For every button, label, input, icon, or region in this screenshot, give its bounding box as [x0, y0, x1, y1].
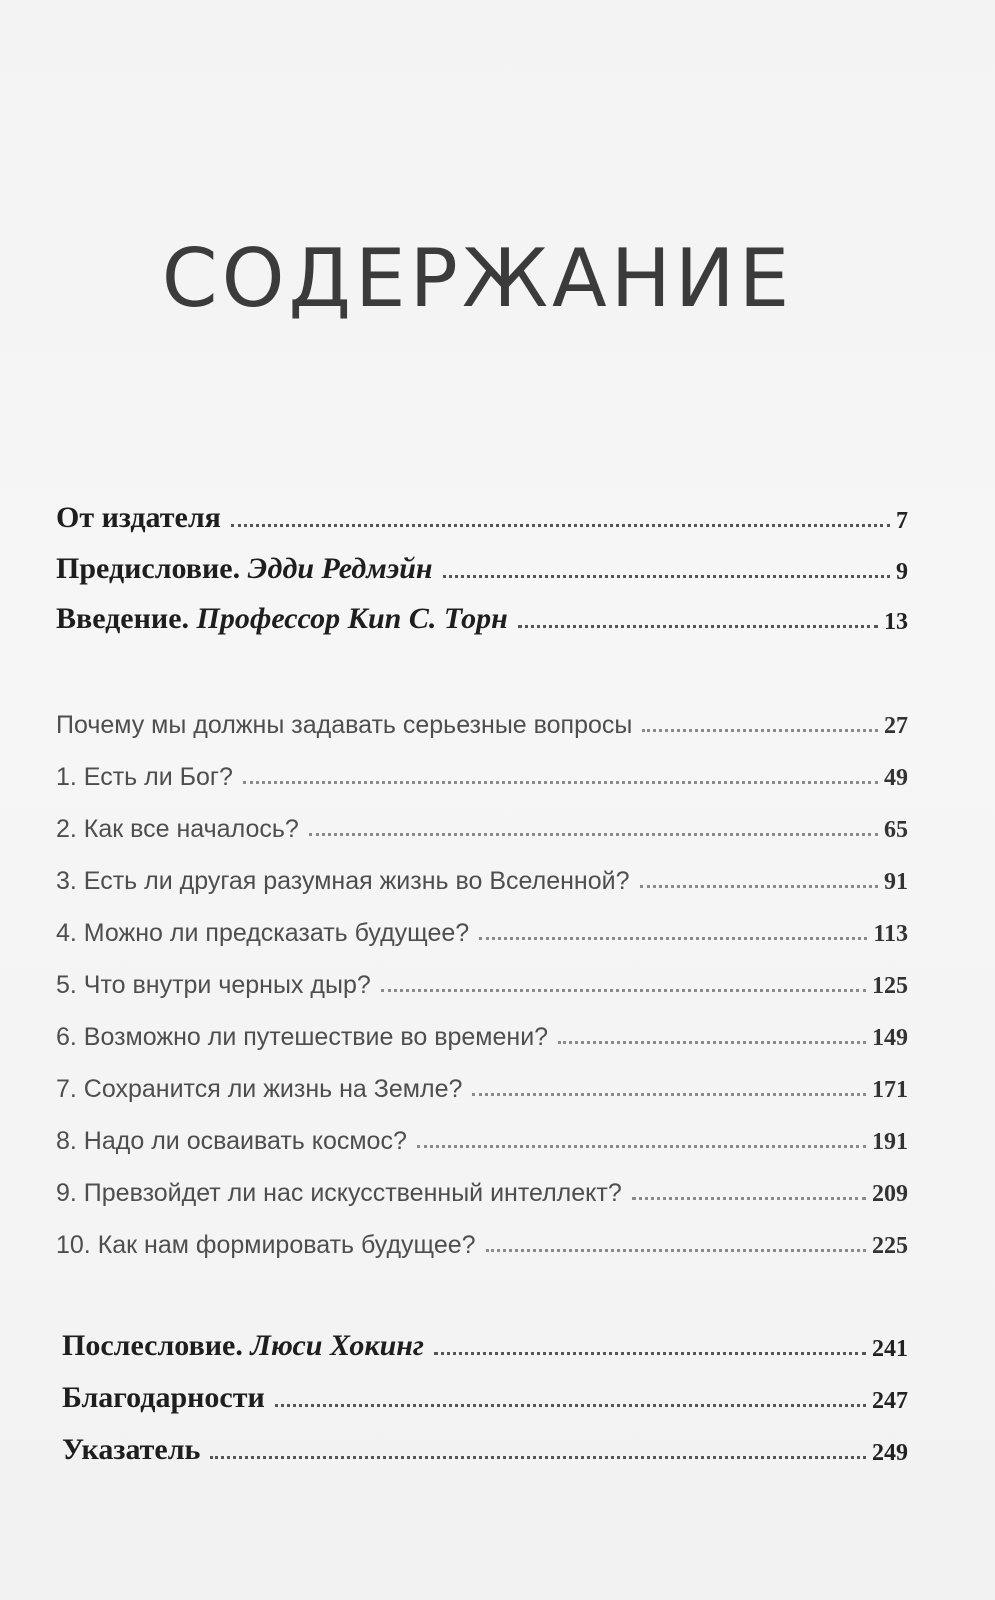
toc-entry-label: 7. Сохранится ли жизнь на Земле? [56, 1075, 463, 1103]
toc-page-number: 191 [872, 1129, 908, 1155]
toc-entry-label: 3. Есть ли другая разумная жизнь во Вселенной? [56, 867, 630, 895]
toc-entry-label: Благодарности [62, 1381, 265, 1414]
toc-page-number: 241 [872, 1336, 908, 1362]
toc-entry-title: Введение. [56, 602, 190, 635]
toc-entry-label [56, 602, 508, 636]
toc-chapter-row [56, 804, 908, 844]
toc-entry-label [62, 1329, 424, 1363]
dot-leader [642, 729, 878, 732]
toc-entry-label: 9. Превзойдет ли нас искусственный интеллект? [56, 1179, 622, 1207]
toc-entry-label: 5. Что внутри черных дыр? [56, 971, 371, 999]
page-title: СОДЕРЖАНИЕ [161, 232, 794, 325]
toc-chapter-row [56, 908, 908, 948]
toc-entry-label: От издателя [56, 501, 221, 534]
dot-leader [640, 885, 879, 888]
toc-entry-foreword [56, 546, 908, 586]
toc-entry-author: Люси Хокинг [250, 1329, 424, 1362]
dot-leader [381, 989, 866, 992]
toc-chapter-row [56, 1168, 908, 1208]
toc-chapter-row [56, 1012, 908, 1052]
toc-entry-author: Эдди Редмэйн [247, 552, 433, 585]
toc-entry-title: Послесловие. [62, 1329, 243, 1362]
toc-entry-author: Профессор Кип С. Торн [196, 602, 508, 635]
toc-entry-label: 1. Есть ли Бог? [56, 763, 233, 791]
toc-page-number: 7 [896, 508, 908, 534]
dot-leader [443, 575, 890, 578]
toc-entry-label: 4. Можно ли предсказать будущее? [56, 919, 470, 947]
toc-entry-label: 8. Надо ли осваивать космос? [56, 1127, 407, 1155]
toc-entry-acknowledgements [62, 1375, 908, 1415]
toc-entry-label: 6. Возможно ли путешествие во времени? [56, 1023, 549, 1051]
dot-leader [486, 1249, 866, 1252]
dot-leader [434, 1352, 866, 1355]
dot-leader [518, 625, 878, 628]
toc-page-number: 209 [872, 1181, 908, 1207]
toc-page-number: 9 [896, 559, 908, 585]
toc-entry-introduction [56, 596, 908, 636]
toc-chapter-row [56, 752, 908, 792]
toc-chapter-row [56, 700, 908, 740]
toc-entry-afterword [62, 1323, 908, 1363]
toc-entry-label: Почему мы должны задавать серьезные вопросы [56, 711, 633, 739]
toc-entry-label: Указатель [62, 1433, 201, 1466]
toc-entry-label [56, 552, 433, 586]
toc-entry-publisher [56, 495, 908, 535]
toc-page-number: 49 [884, 765, 908, 791]
toc-page-number: 13 [884, 609, 908, 635]
dot-leader [210, 1456, 866, 1459]
toc-page-number: 225 [872, 1233, 908, 1259]
toc-chapter-row [56, 960, 908, 1000]
toc-page-number: 91 [884, 869, 908, 895]
dot-leader [632, 1197, 866, 1200]
dot-leader [479, 937, 867, 940]
toc-page-number: 149 [872, 1025, 908, 1051]
toc-page-number: 27 [884, 713, 908, 739]
toc-chapter-row [56, 856, 908, 896]
toc-page-number: 65 [884, 817, 908, 843]
toc-page-number: 113 [873, 921, 908, 947]
toc-entry-label: 2. Как все началось? [56, 815, 299, 843]
dot-leader [558, 1041, 866, 1044]
toc-page-number: 247 [872, 1388, 908, 1414]
toc-chapter-row [56, 1116, 908, 1156]
dot-leader [231, 524, 890, 527]
toc-chapter-row [56, 1064, 908, 1104]
toc-entry-index [62, 1427, 908, 1467]
toc-page-number: 171 [872, 1077, 908, 1103]
toc-entry-label: 10. Как нам формировать будущее? [56, 1231, 476, 1259]
dot-leader [275, 1404, 866, 1407]
toc-chapter-row [56, 1220, 908, 1260]
toc-page-number: 125 [872, 973, 908, 999]
dot-leader [472, 1093, 866, 1096]
dot-leader [417, 1145, 866, 1148]
toc-entry-title: Предисловие. [56, 552, 241, 585]
dot-leader [243, 781, 878, 784]
dot-leader [309, 833, 878, 836]
toc-page-number: 249 [872, 1440, 908, 1466]
